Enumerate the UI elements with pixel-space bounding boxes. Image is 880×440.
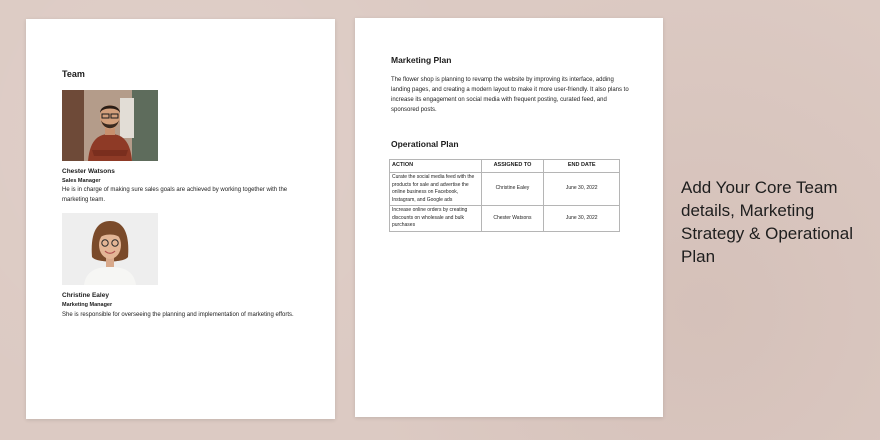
member-role: Sales Manager <box>62 178 101 184</box>
chester-photo <box>62 90 158 161</box>
plan-page <box>355 18 663 417</box>
table-row <box>390 173 620 206</box>
operational-plan-heading: Operational Plan <box>391 139 459 149</box>
table-cell-action: Increase online orders by creating discounts on wholesale and bulk purchases <box>390 206 482 232</box>
table-header-row <box>390 160 620 173</box>
team-page <box>26 19 335 419</box>
member-name: Chester Watsons <box>62 168 115 175</box>
table-cell-action: Curate the social media feed with the products for sale and advertise the online business on Facebook, Instagram, and Google ads <box>390 173 482 206</box>
marketing-plan-heading: Marketing Plan <box>391 55 452 65</box>
member-name: Christine Ealey <box>62 292 109 299</box>
member-role: Marketing Manager <box>62 302 113 308</box>
man-portrait-icon <box>62 90 158 161</box>
woman-portrait-icon <box>62 213 158 285</box>
table-cell-assigned: Christine Ealey <box>481 173 544 206</box>
table-row <box>390 206 620 232</box>
column-header-assigned: ASSIGNED TO <box>481 160 544 173</box>
operational-plan-table <box>389 159 620 232</box>
christine-photo <box>62 213 158 285</box>
table-cell-end-date: June 30, 2022 <box>544 206 620 232</box>
member-description: He is in charge of making sure sales goals are achieved by working together with the marketing team. <box>62 187 288 203</box>
promo-caption: Add Your Core Team details, Marketing Strategy & Operational Plan <box>681 178 853 266</box>
column-header-end-date: END DATE <box>544 160 620 173</box>
team-heading: Team <box>62 69 85 79</box>
table-cell-assigned: Chester Watsons <box>481 206 544 232</box>
column-header-action: ACTION <box>390 160 482 173</box>
marketing-plan-text: The flower shop is planning to revamp the website by improving its interface, adding landing pages, and creating a modern layout to make it more user-friendly. It also plans to increase its engagement on social media with frequent posting, curated feed, and sponsored posts. <box>391 77 629 113</box>
member-description: She is responsible for overseeing the planning and implementation of marketing efforts. <box>62 312 294 318</box>
table-cell-end-date: June 30, 2022 <box>544 173 620 206</box>
